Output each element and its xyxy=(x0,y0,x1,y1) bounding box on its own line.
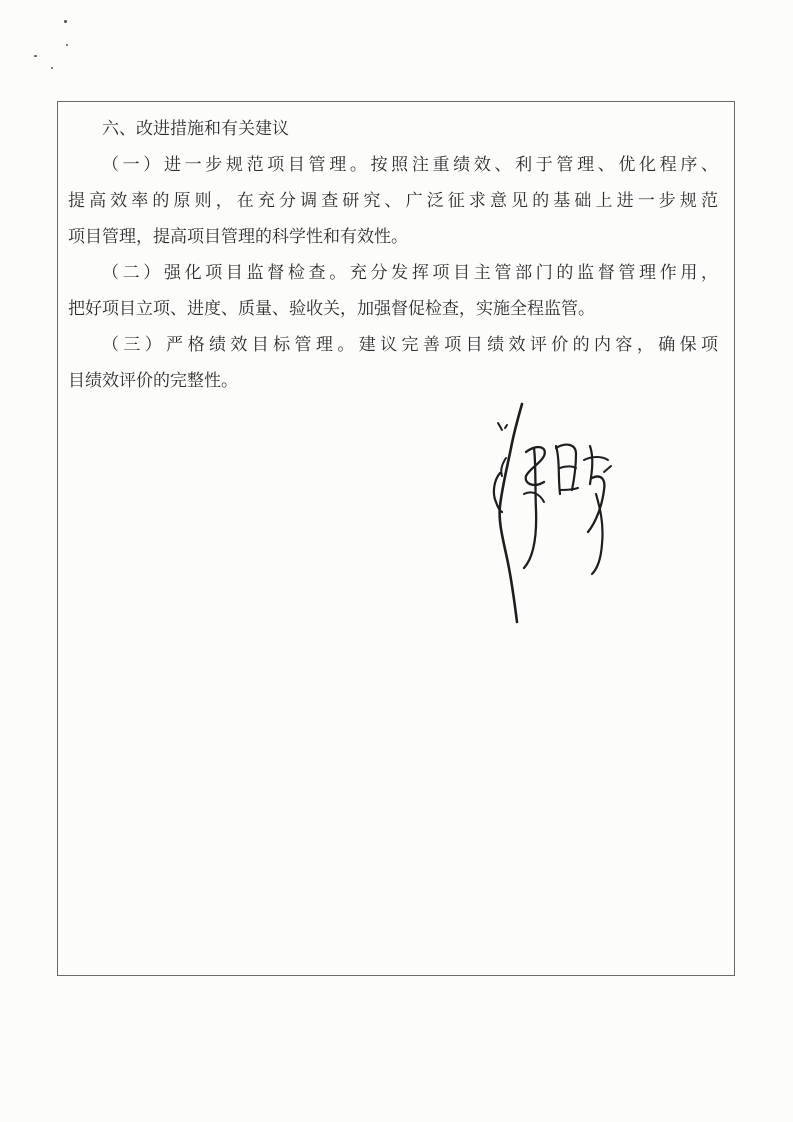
scan-speck xyxy=(51,67,53,69)
paragraph-1 xyxy=(68,147,718,255)
signature-stroke xyxy=(524,448,536,568)
paragraph-line: （三）严格绩效目标管理。建议完善项目绩效评价的内容，确保项 xyxy=(102,335,718,355)
paragraph-2 xyxy=(68,255,718,327)
signature-stroke xyxy=(500,404,522,622)
paragraph-line: 把好项目立项、进度、质量、验收关，加强督促检查，实施全程监管。 xyxy=(68,299,595,319)
paragraph-line: 目绩效评价的完整性。 xyxy=(68,371,238,391)
signature-stroke xyxy=(524,492,544,502)
signature-stroke xyxy=(560,488,578,490)
section-heading: 六、改进措施和有关建议 xyxy=(102,119,289,139)
signature-stroke xyxy=(560,467,576,469)
paragraph-line: 项目管理，提高项目管理的科学性和有效性。 xyxy=(68,227,408,247)
signature-stroke xyxy=(505,425,507,428)
suggestions-section xyxy=(68,111,718,399)
signature-stroke xyxy=(498,423,502,430)
paragraph-line: 提高效率的原则，在充分调查研究、广泛征求意见的基础上进一步规范 xyxy=(68,191,718,211)
scan-speck xyxy=(66,44,68,46)
scan-speck xyxy=(64,20,67,23)
signature-stroke xyxy=(604,466,611,472)
signature-stroke xyxy=(584,457,608,460)
scan-speck xyxy=(34,55,37,57)
paragraph-line: （二）强化项目监督检查。充分发挥项目主管部门的监督管理作用， xyxy=(102,263,718,283)
handwritten-signature xyxy=(478,398,628,630)
paragraph-line: （一）进一步规范项目管理。按照注重绩效、利于管理、优化程序、 xyxy=(102,155,718,175)
signature-stroke xyxy=(556,446,560,494)
paragraph-3 xyxy=(68,327,718,399)
